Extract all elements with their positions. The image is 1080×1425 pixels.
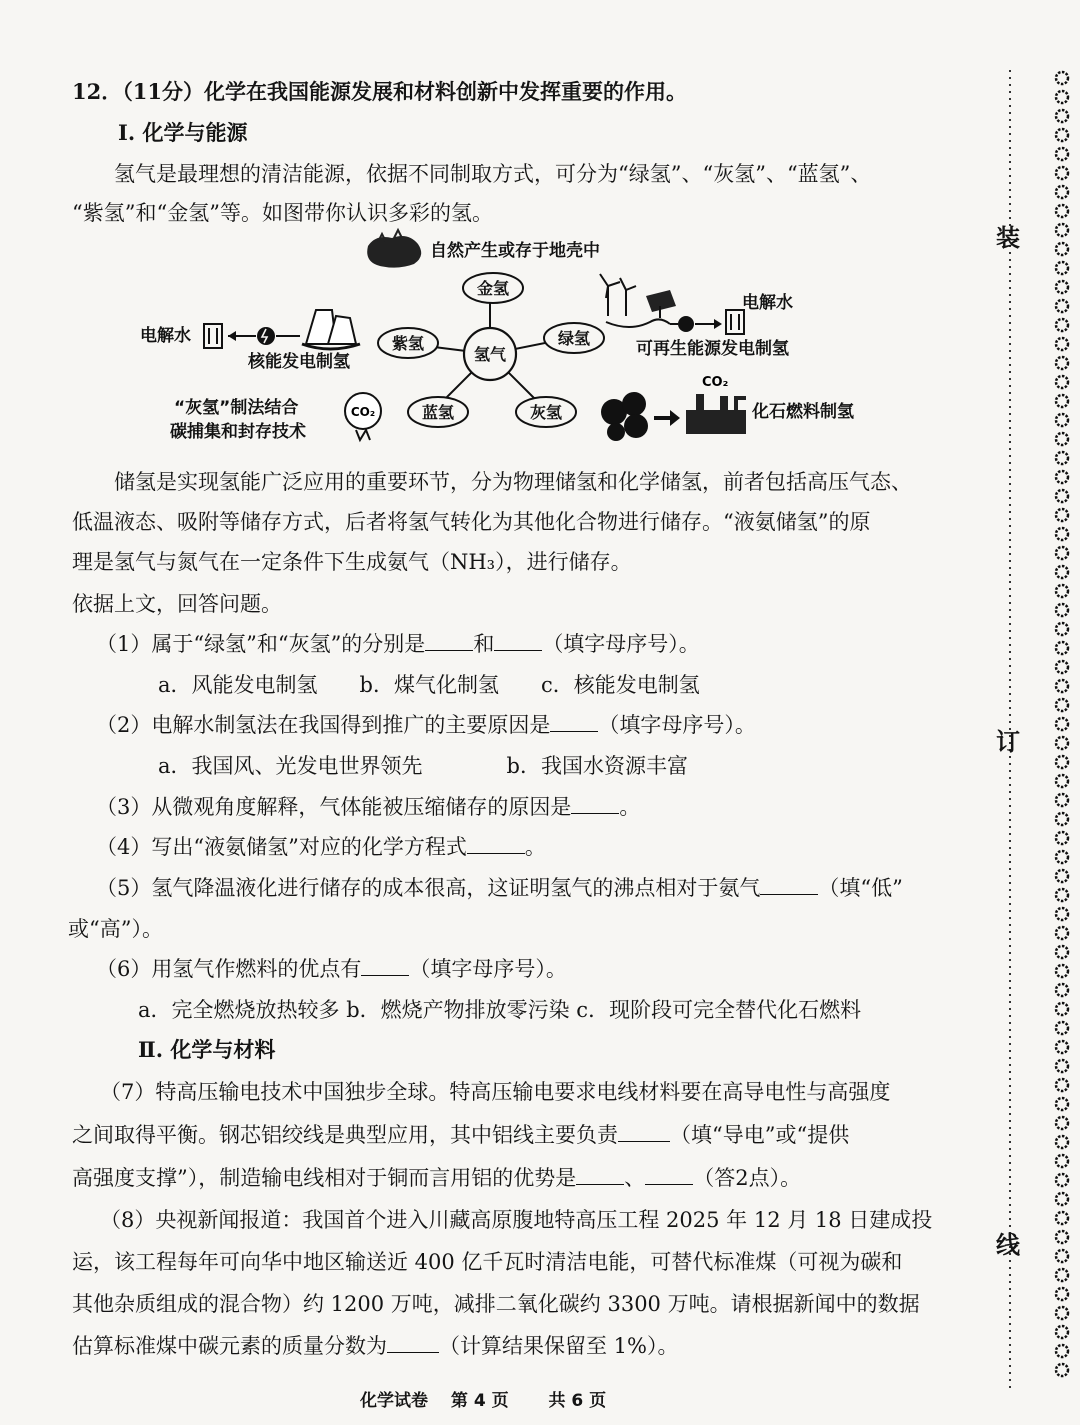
gear-icon — [1056, 395, 1068, 407]
nuclear-plant-icon — [302, 310, 360, 349]
gear-icon — [1056, 300, 1068, 312]
gear-icon — [1056, 205, 1068, 217]
svg-text:紫氢: 紫氢 — [391, 334, 425, 353]
electrolysis-cell-icon-left — [204, 324, 222, 348]
natural-label: 自然产生或存于地壳中 — [430, 241, 600, 261]
question-number: 12． — [72, 79, 123, 104]
gear-icon — [1056, 528, 1068, 540]
gear-icon — [1056, 642, 1068, 654]
paragraph-3: 依据上文，回答问题。 — [72, 592, 282, 616]
nuclear-label: 核能发电制氢 — [248, 352, 350, 372]
gear-icon — [1056, 1136, 1068, 1148]
gear-icon — [1056, 1269, 1068, 1281]
gear-icon — [1056, 1250, 1068, 1262]
co2-capture-icon — [345, 393, 381, 440]
paragraph-2-line-2: 低温液态、吸附等储存方式，后者将氢气转化为其他化合物进行储存。“液氨储氢”的原 — [72, 510, 871, 534]
node-purple — [378, 328, 438, 358]
paragraph-2-line-3: 理是氢气与氮气在一定条件下生成氨气（NH₃），进行储存。 — [72, 550, 632, 574]
gear-icon — [1056, 1231, 1068, 1243]
gear-icon — [1056, 1155, 1068, 1167]
answer-blank-5[interactable] — [760, 893, 818, 895]
gear-icon — [1056, 1288, 1068, 1300]
earth-rock-icon — [367, 230, 421, 268]
gear-icon — [1056, 1212, 1068, 1224]
gear-icon — [1056, 1193, 1068, 1205]
lightning-icon-left — [257, 327, 275, 345]
gear-icon — [1056, 452, 1068, 464]
svg-text:绿氢: 绿氢 — [557, 329, 591, 348]
question-8-line-3: 其他杂质组成的混合物）约 1200 万吨，减排二氧化碳约 3300 万吨。请根据新闻中的数据 — [72, 1292, 920, 1316]
svg-text:蓝氢: 蓝氢 — [421, 403, 455, 422]
center-node — [464, 328, 516, 380]
gray-note-line-2: 碳捕集和封存技术 — [170, 422, 306, 442]
gear-icon — [1056, 908, 1068, 920]
gear-icon — [1056, 623, 1068, 635]
answer-blank-6[interactable] — [361, 974, 409, 976]
co2-label-b: CO₂ — [702, 375, 729, 390]
answer-blank-1a[interactable] — [425, 649, 473, 651]
question-3: （3）从微观角度解释，气体能被压缩储存的原因是 。 — [96, 795, 641, 819]
gear-icon — [1056, 281, 1068, 293]
gear-icon — [1056, 851, 1068, 863]
gear-icon — [1056, 1345, 1068, 1357]
node-green — [544, 323, 604, 353]
wind-turbine-icon — [600, 274, 636, 316]
lightning-icon-right — [678, 316, 694, 332]
question-7-line-1: （7）特高压输电技术中国独步全球。特高压输电要求电线材料要在高导电性与高强度 — [100, 1080, 891, 1104]
electrolysis-cell-icon-right — [726, 310, 744, 334]
gear-icon — [1056, 319, 1068, 331]
gear-icon — [1056, 72, 1068, 84]
gear-icon — [1056, 946, 1068, 958]
question-6: （6）用氢气作燃料的优点有 （填字母序号）。 — [96, 957, 567, 981]
gear-icon — [1056, 680, 1068, 692]
question-7-line-3: 高强度支撑”），制造输电线相对于铜而言用铝的优势是 、 （答2点）。 — [72, 1166, 802, 1190]
gear-icon — [1056, 756, 1068, 768]
paragraph-1-line-2: “紫氢”和“金氢”等。如图带你认识多彩的氢。 — [72, 201, 493, 225]
question-8-line-4: 估算标准煤中碳元素的质量分数为 （计算结果保留至 1%）。 — [72, 1334, 679, 1358]
center-label: 氢气 — [473, 345, 507, 364]
binding-mark-zhuang: 装 — [996, 224, 1020, 252]
question-intro: （11分）化学在我国能源发展和材料创新中发挥重要的作用。 — [122, 79, 687, 104]
paragraph-2-line-1: 储氢是实现氢能广泛应用的重要环节，分为物理储氢和化学储氢，前者包括高压气态、 — [114, 470, 912, 494]
gear-icon — [1056, 1041, 1068, 1053]
node-gold — [463, 273, 523, 303]
question-4: （4）写出“液氨储氢”对应的化学方程式 。 — [96, 835, 546, 859]
coal-icon — [601, 392, 648, 441]
gear-icon — [1056, 775, 1068, 787]
factory-icon — [686, 394, 746, 434]
question-12-header — [72, 76, 687, 106]
answer-blank-7c[interactable] — [645, 1183, 693, 1185]
gear-icon — [1056, 699, 1068, 711]
gear-icon — [1056, 737, 1068, 749]
renewable-label: 可再生能源发电制氢 — [636, 339, 789, 359]
gear-icon — [1056, 414, 1068, 426]
gear-icon — [1056, 376, 1068, 388]
question-1-options: a．风能发电制氢 b．煤气化制氢 c．核能发电制氢 — [158, 673, 700, 697]
answer-blank-7a[interactable] — [618, 1140, 670, 1142]
gear-icon — [1056, 471, 1068, 483]
gear-icon — [1056, 604, 1068, 616]
question-6-options: a．完全燃烧放热较多 b．燃烧产物排放零污染 c．现阶段可完全替代化石燃料 — [138, 998, 862, 1022]
gear-icon — [1056, 91, 1068, 103]
gear-icon — [1056, 262, 1068, 274]
question-2: （2）电解水制氢法在我国得到推广的主要原因是 （填字母序号）。 — [96, 713, 756, 737]
fossil-label: 化石燃料制氢 — [752, 402, 854, 422]
gear-icon — [1056, 566, 1068, 578]
gear-icon — [1056, 224, 1068, 236]
gear-icon — [1056, 984, 1068, 996]
gear-icon — [1056, 927, 1068, 939]
answer-blank-4[interactable] — [467, 852, 525, 854]
question-7-line-2: 之间取得平衡。钢芯铝绞线是典型应用，其中铝线主要负责 （填“导电”或“提供 — [72, 1123, 850, 1147]
question-2-options: a．我国风、光发电世界领先 b．我国水资源丰富 — [158, 754, 688, 778]
electrolysis-left-label: 电解水 — [140, 326, 191, 346]
gear-icon — [1056, 1307, 1068, 1319]
gear-icon — [1056, 490, 1068, 502]
gear-icon — [1056, 129, 1068, 141]
question-1: （1）属于“绿氢”和“灰氢”的分别是 和 （填字母序号）。 — [96, 632, 700, 656]
page-footer: 化学试卷 第 4 页 共 6 页 — [360, 1391, 607, 1411]
gear-icon — [1056, 148, 1068, 160]
gear-icon — [1056, 357, 1068, 369]
gear-icon — [1056, 1117, 1068, 1129]
svg-text:灰氢: 灰氢 — [529, 403, 563, 422]
gear-icon — [1056, 243, 1068, 255]
co2-label-a: CO₂ — [350, 405, 376, 419]
gear-icon — [1056, 1364, 1068, 1376]
answer-blank-8[interactable] — [387, 1351, 439, 1353]
answer-blank-1b[interactable] — [494, 649, 542, 651]
gear-icon — [1056, 794, 1068, 806]
hydrogen-color-diagram — [130, 226, 890, 451]
gear-icon — [1056, 186, 1068, 198]
gear-icon — [1056, 433, 1068, 445]
question-8-line-2: 运，该工程每年可向华中地区输送近 400 亿千瓦时清洁电能，可替代标准煤（可视为碳和 — [72, 1250, 903, 1274]
question-5-cont: 或“高”）。 — [68, 917, 163, 941]
gear-icon — [1056, 1098, 1068, 1110]
binding-mark-xian: 线 — [996, 1231, 1020, 1259]
gear-icon — [1056, 110, 1068, 122]
gear-icon — [1056, 547, 1068, 559]
gear-icon — [1056, 509, 1068, 521]
gear-icon — [1056, 965, 1068, 977]
node-gray — [516, 397, 576, 427]
gear-icon — [1056, 870, 1068, 882]
gear-icon — [1056, 813, 1068, 825]
svg-text:金氢: 金氢 — [476, 279, 510, 298]
gear-icon — [1056, 889, 1068, 901]
gear-icon — [1056, 718, 1068, 730]
electrolysis-right-label: 电解水 — [742, 293, 793, 313]
answer-blank-2[interactable] — [550, 730, 598, 732]
gray-note-line-1: “灰氢”制法结合 — [174, 398, 299, 418]
paragraph-1-line-1: 氢气是最理想的清洁能源，依据不同制取方式，可分为“绿氢”、“灰氢”、“蓝氢”、 — [114, 162, 872, 186]
gear-icon — [1056, 1079, 1068, 1091]
question-5: （5）氢气降温液化进行储存的成本很高，这证明氢气的沸点相对于氨气 （填“低” — [96, 876, 903, 900]
answer-blank-7b[interactable] — [576, 1183, 624, 1185]
answer-blank-3[interactable] — [571, 812, 619, 814]
section-1-title: Ⅰ. 化学与能源 — [118, 120, 248, 145]
section-2-title: Ⅱ. 化学与材料 — [138, 1037, 276, 1062]
gear-icon — [1056, 338, 1068, 350]
gear-icon — [1056, 1003, 1068, 1015]
node-blue — [408, 397, 468, 427]
gear-icon — [1056, 1060, 1068, 1072]
gear-icon — [1056, 832, 1068, 844]
solar-panel-icon — [646, 290, 676, 318]
gear-icon — [1056, 1022, 1068, 1034]
gear-icon — [1056, 167, 1068, 179]
binding-mark-ding: 订 — [996, 728, 1020, 756]
gear-icon — [1056, 661, 1068, 673]
gear-icon — [1056, 585, 1068, 597]
gear-icon — [1056, 1174, 1068, 1186]
gear-icon — [1056, 1326, 1068, 1338]
question-8-line-1: （8）央视新闻报道：我国首个进入川藏高原腹地特高压工程 2025 年 12 月 18 日建成投 — [100, 1208, 933, 1232]
